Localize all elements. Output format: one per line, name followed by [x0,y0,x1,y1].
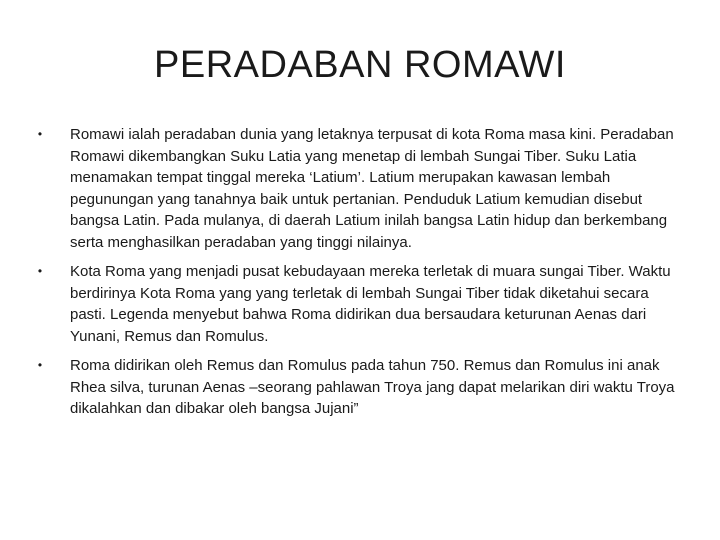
bullet-item [34,355,684,420]
bullet-text: Romawi ialah peradaban dunia yang letaknya terpusat di kota Roma masa kini. Peradaban Romawi dikembangkan Suku Latia yang menetap di lembah Sungai Tiber. Suku Latia menamakan tempat tinggal mereka ‘Latium’. Latium merupakan kawasan lembah pegunungan yang tanahnya baik untuk pertanian. Penduduk Latium kemudian disebut bangsa Latin. Pada mulanya, di daerah Latium inilah bangsa Latin hidup dan berkembang serta menghasilkan peradaban yang tinggi nilainya. [70,126,674,251]
bullet-icon: • [37,127,43,141]
bullet-text: Kota Roma yang menjadi pusat kebudayaan mereka terletak di muara sungai Tiber. Waktu berdirinya Kota Roma yang yang terletak di lembah Sungai Tiber tidak diketahui secara pasti. Legenda menyebut bahwa Roma didirikan dua bersaudara keturunan Aenas dari Yunani, Remus dan Romulus. [70,263,671,345]
bullet-item [34,124,684,253]
bullet-icon: • [37,264,43,278]
bullet-icon: • [37,358,43,372]
slide-title: PERADABAN ROMAWI [154,44,566,86]
bullet-list [34,124,684,428]
bullet-item [34,261,684,347]
bullet-text: Roma didirikan oleh Remus dan Romulus pada tahun 750. Remus dan Romulus ini anak Rhea silva, turunan Aenas –seorang pahlawan Troya jang dapat melarikan diri waktu Troya dikalahkan dan dibakar oleh bangsa Jujani” [70,357,675,417]
